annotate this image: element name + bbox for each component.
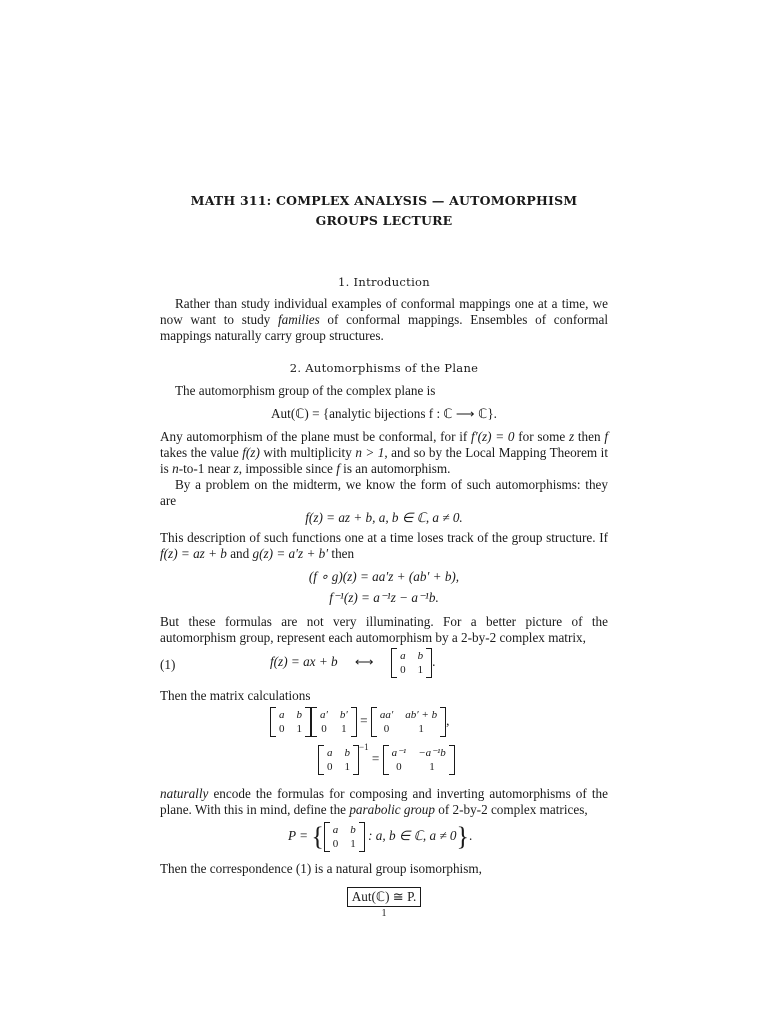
section-heading-introduction: 1. Introduction — [338, 275, 430, 289]
text: Any automorphism of the plane must be conformal, for if — [160, 429, 472, 444]
matrix-entry: 0 — [400, 664, 406, 676]
text: encode the formulas for composing and inverting automorphisms of the plane. With this in mind, define the — [160, 786, 608, 817]
equation-number-1: (1) — [160, 657, 176, 672]
matrix-entry: 1 — [350, 838, 356, 850]
matrix-ab01 — [324, 822, 365, 852]
matrix-entry: aa′ — [379, 709, 394, 721]
math-fprime: f′(z) = 0 — [471, 429, 515, 444]
equation-1 — [270, 648, 610, 678]
correspondence-paragraph: Then the correspondence (1) is a natural group isomorphism, — [160, 861, 482, 876]
math-fz: f(z) — [242, 445, 260, 460]
page-number: 1 — [381, 908, 387, 919]
boxed-isomorphism — [160, 887, 608, 907]
text: and — [226, 546, 253, 561]
intro-text-2: of conformal mappings. Ensembles of conformal mappings naturally carry group structures. — [160, 312, 608, 343]
matrix-entry: a — [332, 824, 339, 836]
title-line-2: GROUPS LECTURE — [315, 213, 453, 228]
boxed-equation: Aut(ℂ) ≅ P. — [347, 887, 422, 907]
matrix-right — [311, 707, 357, 737]
text: of 2-by-2 complex matrices, — [434, 802, 588, 817]
matrix-ab01 — [391, 648, 432, 678]
illuminating-paragraph: But these formulas are not very illuminating. For a better picture of the automorphism group, represent each automorphism by a 2-by-2 complex matrix, — [160, 614, 608, 645]
inverse-exponent: −1 — [359, 741, 369, 752]
intro-paragraph — [160, 296, 608, 344]
equation-parabolic-group — [288, 822, 548, 852]
matrix-entry: a⁻¹ — [391, 747, 407, 759]
naturally-paragraph — [160, 786, 608, 818]
matrix-entry: 0 — [396, 761, 402, 773]
group-structure-paragraph — [160, 530, 608, 562]
matrix-entry: 1 — [344, 761, 350, 773]
equals-sign: = — [360, 713, 368, 729]
intro-text-1: Rather than study individual examples of conformal mappings one at a time, we now want to study — [160, 296, 608, 327]
section-heading-automorphisms: 2. Automorphisms of the Plane — [289, 361, 479, 375]
equation-automorphism-form: f(z) = az + b, a, b ∈ ℂ, a ≠ 0. — [305, 510, 463, 525]
math-f: f — [336, 461, 340, 476]
math-gz: g(z) = a′z + b′ — [252, 546, 329, 561]
text: is an automorphism. — [339, 461, 451, 476]
matrix-inverse-result — [383, 745, 455, 775]
right-brace: } — [456, 822, 469, 851]
emphasis-naturally: naturally — [160, 786, 209, 801]
math-z: z — [233, 461, 239, 476]
text: , impossible since — [238, 461, 337, 476]
matrix-multiplication — [270, 707, 530, 737]
matrix-entry: 0 — [327, 761, 333, 773]
matrix-entry: a′ — [320, 709, 328, 721]
matrix-entry: −a⁻¹b — [418, 747, 446, 759]
matrix-entry: 1 — [429, 761, 435, 773]
equals-sign: = — [371, 751, 380, 767]
conformal-paragraph — [160, 429, 608, 477]
matrix-entry: 0 — [383, 723, 390, 735]
equation-inverse: f⁻¹(z) = a⁻¹z − a⁻¹b. — [329, 590, 439, 605]
matrix-entry: a — [279, 709, 285, 721]
punctuation: . — [468, 828, 473, 844]
matrix-entry: b — [417, 650, 424, 662]
matrix-entry: 1 — [296, 723, 302, 735]
matrix-entry: b — [296, 709, 302, 721]
text: with multiplicity — [259, 445, 356, 460]
math-n: n > 1 — [355, 445, 385, 460]
paper-title — [0, 191, 768, 231]
punctuation: , — [446, 713, 450, 729]
matrix-entry: b′ — [339, 709, 348, 721]
matrix-entry: b — [344, 747, 350, 759]
text: -to-1 near — [178, 461, 234, 476]
matrix-inverse — [318, 741, 538, 775]
intro-emphasis-families: families — [277, 312, 320, 327]
text: for some — [514, 429, 569, 444]
math-n: n — [172, 461, 179, 476]
aut-intro-paragraph: The automorphism group of the complex plane is — [175, 383, 436, 398]
matrix-entry: ab′ + b — [405, 709, 438, 721]
equation-aut-definition: Aut(ℂ) = {analytic bijections f : ℂ ⟶ ℂ}. — [271, 406, 497, 421]
matrix-entry: 1 — [417, 664, 424, 676]
midterm-paragraph: By a problem on the midterm, we know the form of such automorphisms: they are — [160, 477, 608, 508]
matrix-entry: b — [350, 824, 356, 836]
text: This description of such functions one at a time loses track of the group structure. If — [160, 530, 608, 545]
matrix-entry: a — [400, 650, 406, 662]
text: takes the value — [160, 445, 243, 460]
emphasis-parabolic-group: parabolic group — [349, 802, 435, 817]
matrix-ab01 — [318, 745, 359, 775]
math-fz: f(z) = az + b — [160, 546, 227, 561]
set-condition: : a, b ∈ ℂ, a ≠ 0 — [368, 828, 457, 844]
matrix-entry: 0 — [279, 723, 285, 735]
text: , and so by the Local Mapping Theorem it is — [160, 445, 609, 476]
text: then — [328, 546, 355, 561]
matrix-entry: a — [327, 747, 333, 759]
matrix-entry: 1 — [418, 723, 424, 735]
math-z: z — [568, 429, 575, 444]
left-brace: { — [311, 822, 324, 851]
equation-1-lhs: f(z) = ax + b — [270, 654, 338, 670]
math-f: f — [604, 429, 608, 444]
matrix-left — [270, 707, 311, 737]
title-line-1: MATH 311: COMPLEX ANALYSIS — AUTOMORPHISM — [190, 193, 578, 208]
text: then — [574, 429, 605, 444]
equation-P-lhs: P = — [288, 828, 309, 844]
matrix-calc-paragraph: Then the matrix calculations — [160, 688, 311, 703]
double-arrow: ⟷ — [354, 654, 374, 670]
punctuation: . — [432, 654, 436, 670]
matrix-entry: 1 — [341, 723, 347, 735]
equation-composition: (f ∘ g)(z) = aa′z + (ab′ + b), — [308, 569, 460, 584]
matrix-entry: 0 — [332, 838, 339, 850]
matrix-entry: 0 — [321, 723, 327, 735]
matrix-product — [371, 707, 446, 737]
